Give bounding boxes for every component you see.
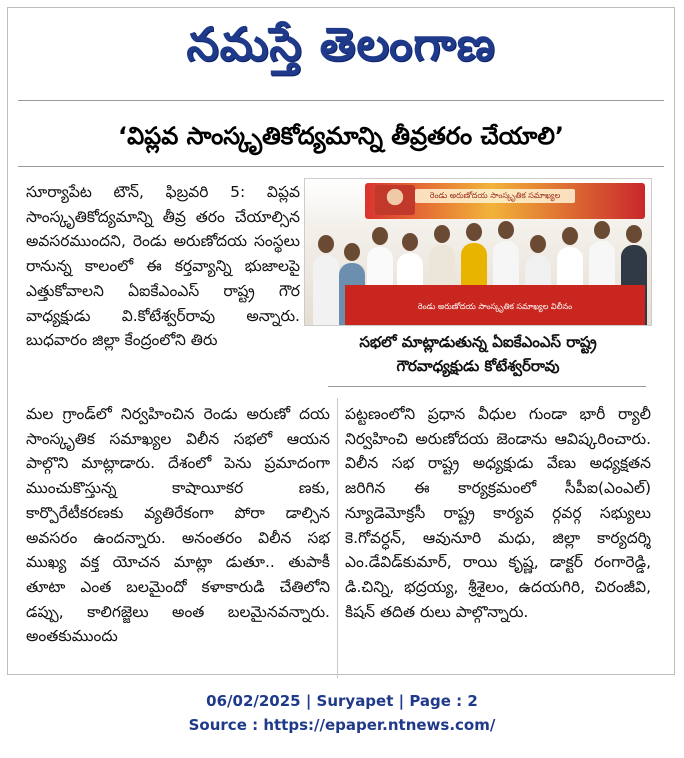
photo-caption bbox=[304, 330, 652, 378]
footer-source-line: Source : https://epaper.ntnews.com/ bbox=[188, 716, 496, 734]
article-column-1-bottom bbox=[26, 402, 330, 649]
clipping-frame bbox=[7, 7, 675, 675]
banner-text: రెండు అరుణోదయ సాంస్కృతిక సమాఖ్యల bbox=[415, 189, 575, 203]
masthead-title: నమస్తే తెలంగాణ bbox=[186, 17, 496, 71]
photo-person bbox=[313, 255, 339, 325]
article-paragraph: పట్టణంలోని ప్రధాన వీధుల గుండా భారీ ర్యాలీ నిర్వహించి అరుణోదయ జెండాను ఆవిష్కరించారు. విలీన సభ రాష్ట్ర అధ్యక్షుడు వేణు అధ్యక్షతన జరిగిన ఈ కార్యక్రమంలో సీపీఐ(ఎంఎల్) న్యూడెమోక్రసీ రాష్ట్ర కార్యవ ర్గవర్గ సభ్యులు కె.గోవర్ధన్, ఆవునూరి మధు, జిల్లా కార్యదర్శి ఎం.డేవిడ్‌కుమార్, రాయి కృష్ణ, డాక్టర్ రంగారెడ్డి, డి.చిన్ని, భద్రయ్య, శ్రీశైలం, ఉదయగిరి, చిరంజీవి, కిషన్ తదిత రులు పాల్గొన్నారు. bbox=[345, 405, 651, 621]
photo-caption-line: గౌరవాధ్యక్షుడు కోటేశ్వర్‌రావు bbox=[396, 357, 560, 375]
footer-date-line: 06/02/2025 | Suryapet | Page : 2 bbox=[206, 692, 478, 710]
column-divider bbox=[337, 398, 338, 678]
caption-divider bbox=[328, 386, 646, 387]
article-paragraph: సూర్యాపేట టౌన్, ఫిబ్రవరి 5: విప్లవ సాంస్కృతికోద్యమాన్ని తీవ్ర తరం చేయాల్సిన అవసరముందని, రెండు అరుణోదయ సంస్థలు రానున్న కాలంలో ఈ కర్తవ్యాన్ని భుజాలపై ఎత్తుకోవాలని ఏఐకేఎంఎస్ రాష్ట్ర గౌర వాధ్యక్షుడు వి.కోటేశ్వర్‌రావు అన్నారు. బుధవారం జిల్లా కేంద్రంలోని తిరు bbox=[26, 183, 300, 350]
photo-caption-line: సభలో మాట్లాడుతున్న ఏఐకేఎంఎస్ రాష్ట్ర bbox=[359, 333, 597, 351]
article-headline: ‘విప్లవ సాంస్కృతికోద్యమాన్ని తీవ్రతరం చేయాలి’ bbox=[117, 122, 565, 150]
table-banner-text: రెండు అరుణోదయ సాంస్కృతిక సమాఖ్యల విలీనం bbox=[417, 302, 573, 311]
article-column-1-top bbox=[26, 180, 300, 353]
article-photo bbox=[304, 178, 652, 326]
article-paragraph: మల గ్రాండ్‌లో నిర్వహించిన రెండు అరుణో దయ సాంస్కృతిక సమాఖ్యల విలీన సభలో ఆయన పాల్గొని మాట్లాడారు. దేశంలో పెను ప్రమాదంగా ముంచుకొస్తున్న కాషాయీకర ణకు, కార్పొరేటీకరణకు వ్యతిరేకంగా పోరా డాల్సిన అవసరం ఉందన్నారు. అనంతరం విలీన సభ ముఖ్య వక్త యోచన మాట్లా డుతూ.. తుపాకీ తూటా ఎంత బలమైందో కళాకారుడి చేతిలోని డప్పు, కాలిగజ్జెలు అంత బలమైనవన్నారు. అంతకుముందు bbox=[26, 405, 330, 646]
masthead bbox=[8, 14, 674, 74]
article-column-2 bbox=[345, 402, 651, 624]
banner-portrait bbox=[375, 185, 415, 215]
headline-divider bbox=[18, 166, 664, 167]
masthead-divider bbox=[18, 100, 664, 101]
